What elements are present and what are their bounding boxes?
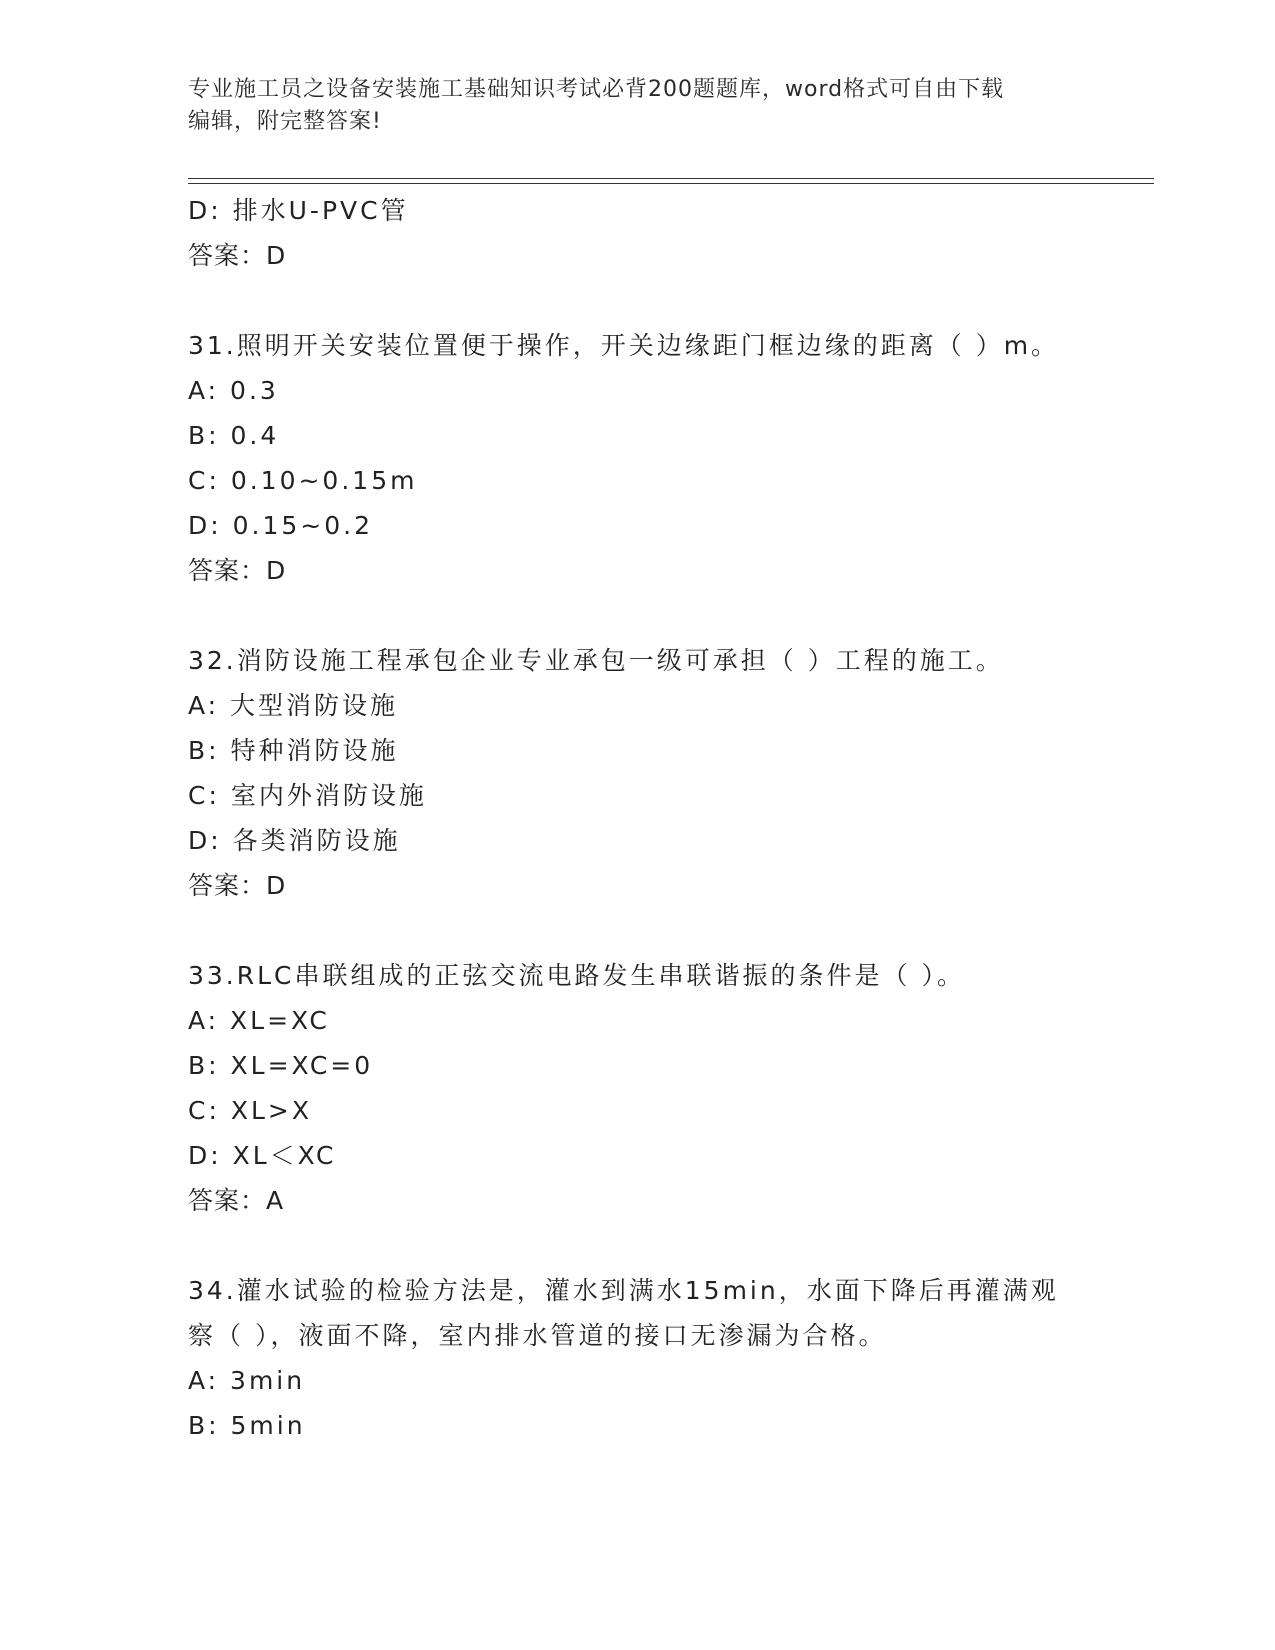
option-b: B: XL=XC=0 xyxy=(188,1051,374,1080)
spacer xyxy=(188,908,1088,953)
option-c: C: 室内外消防设施 xyxy=(188,781,427,810)
option-a: A: 3min xyxy=(188,1366,306,1395)
answer-line: 答案：D xyxy=(188,871,287,900)
question-stem-line-1: 34.灌水试验的检验方法是，灌水到满水15min，水面下降后再灌满观 xyxy=(188,1276,1059,1305)
question-content xyxy=(188,188,1088,1448)
question-stem-line-2: 察（ ），液面不降，室内排水管道的接口无渗漏为合格。 xyxy=(188,1321,887,1350)
option-a: A: XL=XC xyxy=(188,1006,330,1035)
option-b: B: 特种消防设施 xyxy=(188,736,399,765)
header-divider-bottom xyxy=(188,183,1154,184)
option-a: A: 0.3 xyxy=(188,376,279,405)
spacer xyxy=(188,278,1088,323)
option-b: B: 0.4 xyxy=(188,421,280,450)
question-34 xyxy=(188,1268,1088,1448)
option-b: B: 5min xyxy=(188,1411,306,1440)
question-stem: 31.照明开关安装位置便于操作，开关边缘距门框边缘的距离（ ）m。 xyxy=(188,331,1060,360)
spacer xyxy=(188,593,1088,638)
answer-line: 答案：D xyxy=(188,556,287,585)
option-c: C: 0.10~0.15m xyxy=(188,466,418,495)
answer-line: 答案：A xyxy=(188,1186,285,1215)
option-d: D: 0.15~0.2 xyxy=(188,511,373,540)
option-d: D: 各类消防设施 xyxy=(188,826,401,855)
option-d: D: XL＜XC xyxy=(188,1141,337,1170)
previous-question-tail xyxy=(188,188,1088,278)
option-c: C: XL>X xyxy=(188,1096,312,1125)
question-32 xyxy=(188,638,1088,908)
question-31 xyxy=(188,323,1088,593)
header-title-line-1: 专业施工员之设备安装施工基础知识考试必背200题题库，word格式可自由下载 xyxy=(188,77,1005,102)
question-33 xyxy=(188,953,1088,1223)
answer-line: 答案：D xyxy=(188,241,287,270)
question-stem: 33.RLC串联组成的正弦交流电路发生串联谐振的条件是（ ）。 xyxy=(188,961,965,990)
option-a: A: 大型消防设施 xyxy=(188,691,399,720)
question-stem: 32.消防设施工程承包企业专业承包一级可承担（ ）工程的施工。 xyxy=(188,646,1004,675)
option-d: D: 排水U-PVC管 xyxy=(188,196,409,225)
header-title-line-2: 编辑，附完整答案! xyxy=(188,109,382,134)
header-divider-top xyxy=(188,178,1154,179)
spacer xyxy=(188,1223,1088,1268)
page-header xyxy=(188,74,1088,138)
